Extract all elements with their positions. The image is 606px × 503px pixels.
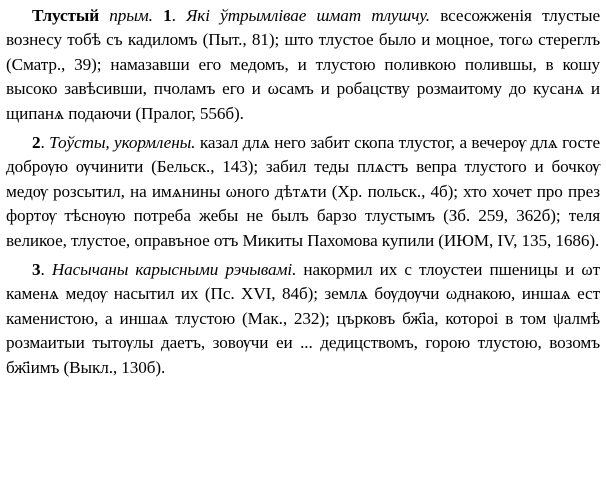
sense-separator: . [40,133,50,153]
sense-separator: . [171,6,187,25]
sense-3 [6,258,600,380]
sense-definition: Насычаны карысными рэчывамі. [51,260,297,280]
headword: Тлустый [32,6,100,25]
part-of-speech: прым. [99,6,164,25]
sense-citations: казал длѧ него забит скопа тлустог, а вечерѹ длѧ госте добрѹю ѹчинити (Бельск., 143); забил теды плѧстъ вепра тлустого и бочкѹ медѹ розсытил, на имѧнины ωного дѣтѧти (Хр. польск., 4б); хто хочет про през фортѹ тѣснѹю потреба жебы не былъ барзо тлустымъ (Зб. 259, 362б); теля великое, тлустое, оправъное отъ Микиты Пахомова купили (ИЮМ, IV, 135, 1686). [6,133,600,250]
sense-1 [6,4,600,126]
sense-definition: Тоўсты, укормлены. [49,133,196,153]
sense-definition: Які ўтрымлівае шмат тлушчу. [186,6,430,25]
sense-number: 3 [32,260,41,280]
sense-2 [6,131,600,253]
sense-number: 2 [32,133,41,153]
sense-citations: накормил их с тлоустеи пшеницы и ωт каменѧ медѹ насытил их (Пс. XVI, 84б); землѧ бѹдѹчи ωднакою, иншаѧ ест каменистою, а иншаѧ тлустою (Мак., 232); църковъ бж҃іа, котороі в том ψалмѣ розмаитыи тытѹлы даетъ, зовѹчи еи ... дедицствомъ, горою тлустою, возомъ бж҃іимъ (Выкл., 130б). [6,260,600,377]
sense-number: 1 [163,6,172,25]
sense-separator: . [40,260,52,280]
sense-citations: всесожженія тлустые вознесу тобѣ съ кадиломъ (Пыт., 81); што тлустое было и моцное, тогω стереглъ (Сматр., 39); намазавши его медомъ, и тлустою поливкою полившы, в кошу высоко завѣсивши, пчоламъ его и ωсамъ и робацству розмаитому до кусанѧ и щипанѧ подаючи (Пралог, 556б). [6,6,600,123]
